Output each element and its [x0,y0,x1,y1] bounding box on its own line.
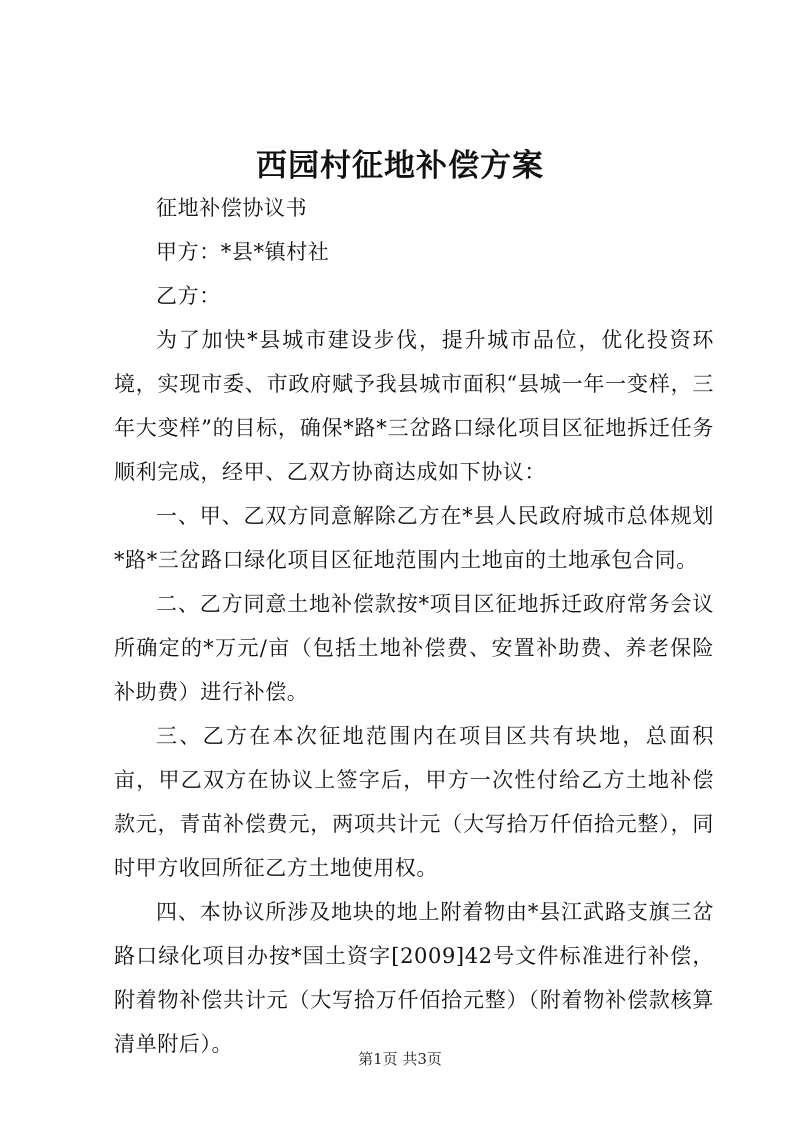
paragraph-clause-2: 二、乙方同意土地补偿款按*项目区征地拆迁政府常务会议所确定的*万元/亩（包括土地补偿费、安置补助费、养老保险补助费）进行补偿。 [114,592,714,704]
paragraph-clause-3: 三、乙方在本次征地范围内在项目区共有块地，总面积亩，甲乙双方在协议上签字后，甲方一次性付给乙方土地补偿款元，青苗补偿费元，两项共计元（大写拾万仟佰拾元整），同时甲方收回所征乙方土地使用权。 [114,724,714,880]
paragraph-clause-4: 四、本协议所涉及地块的地上附着物由*县江武路支旗三岔路口绿化项目办按*国土资字[2009]42号文件标准进行补偿，附着物补偿共计元（大写拾万仟佰拾元整）（附着物补偿款核算清单附后）。 [114,900,714,1056]
paragraph-party-b: 乙方： [156,284,221,308]
paragraph-heading: 征地补偿协议书 [156,196,308,220]
paragraph-party-a: 甲方：*县*镇村社 [156,240,330,264]
paragraph-preamble: 为了加快*县城市建设步伐，提升城市品位，优化投资环境，实现市委、市政府赋予我县城市面积“县城一年一变样，三年大变样”的目标，确保*路*三岔路口绿化项目区征地拆迁任务顺利完成，经甲、乙双方协商达成如下协议： [114,328,714,484]
page-number-footer: 第1页 共3页 [358,1050,442,1068]
document-title: 西园村征地补偿方案 [256,148,544,184]
document-body [114,186,714,1066]
paragraph-clause-1: 一、甲、乙双方同意解除乙方在*县人民政府城市总体规划*路*三岔路口绿化项目区征地范围内土地亩的土地承包合同。 [114,504,714,572]
